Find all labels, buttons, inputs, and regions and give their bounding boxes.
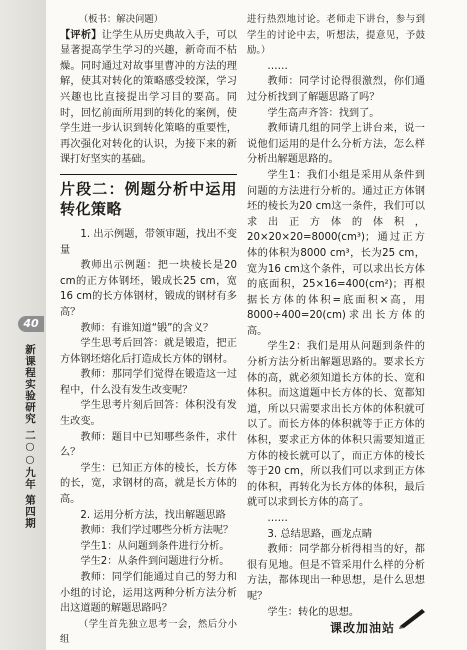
journal-title: 新课程实验研究 二○○九年 第四期 — [24, 344, 36, 529]
paragraph: 教师请几组的同学上讲台来，说一说他们运用的是什么分析方法，怎么样分析出解题思路的。 — [247, 123, 425, 166]
page-number: 40 — [18, 316, 44, 332]
commentary-text: 让学生从历史典故入手，可以显著提高学生学习的兴趣，新奇而不枯燥。同时通过对故事里曹冲的方法的理解，使其对转化的策略感受较深，学习兴趣也比直接提出学习目的要高。同时，回忆前面所用到的转化的案例，使学生进一步认识到转化策略的重要性，再次强化对转化的认识，为接下来的新课打好坚实的基础。 — [60, 29, 237, 166]
paragraph: 教师：同学讨论得很激烈，你们通过分析找到了解题思路了吗？ — [247, 76, 425, 103]
paragraph: 教师：那同学们觉得在锻造这一过程中，什么没有发生改变呢？ — [60, 369, 237, 396]
footer-label: 课改加油站 — [330, 621, 396, 635]
paragraph: 3. 总结思路，画龙点睛 — [267, 528, 373, 540]
paragraph: 教师：同学都分析得相当的好，都很有见地。但是不管采用什么样的分析方法，都体现出一种思想，是什么思想呢？ — [247, 544, 425, 602]
paragraph: 1. 出示例题，带领审题，找出不变量 — [60, 228, 237, 256]
ellipsis: …… — [267, 60, 288, 72]
paragraph: 学生高声齐答：找到了。 — [267, 107, 380, 119]
paragraph: 教师：我们学过哪些分析方法呢？ — [80, 525, 234, 537]
commentary-tag: 【评析】 — [60, 29, 102, 41]
paragraph: 学生思考片刻后回答：体积没有发生改变。 — [60, 400, 237, 428]
paragraph: 学生思考后回答：就是锻造，把正方体钢坯熔化后打造成长方体的钢材。 — [60, 338, 237, 365]
paragraph: 学生2：我们是用从问题到条件的分析方法分析出解题思路的。要求长方体的高，就必须知道长方体的长、宽和体积。而这道题中长方体的长、宽都知道，所以只需要求出长方体的体积就可以了。而长方体的体积就等于正方体的体积，要求正方体的体积只需要知道正方体的棱长就可以了，而正方体的棱长等于20 cm，所以我们可以求到正方体的体积，再转化为长方体的体积，最后就可以求到长方体的高了。 — [247, 341, 425, 509]
paragraph: 教师：同学们能通过自己的努力和小组的讨论，运用这两种分析方法分析出这道题的解题思路吗？ — [60, 572, 237, 615]
ellipsis: …… — [267, 513, 288, 524]
board-note: （板书：解决问题） — [78, 14, 164, 25]
paragraph: 学生1：从问题到条件进行分析。 — [80, 540, 230, 552]
pen-icon — [398, 606, 428, 630]
paragraph: 2. 运用分析方法，找出解题思路 — [80, 509, 226, 521]
paragraph: 教师出示例题：把一块棱长是20 cm的正方体钢坯，锻成长25 cm，宽16 cm的长方体钢材，锻成的钢材有多高？ — [60, 260, 237, 318]
paragraph: 学生：转化的思想。 — [267, 606, 360, 618]
paragraph: 学生1：我们小组是采用从条件到问题的方法进行分析的。通过正方体钢坯的棱长为20 cm这一条件，我们可以求出正方体的体积，20×20×20=8000(cm³)；通过正方体的体积为8000 cm³，长为25 cm，宽为16 cm这个条件，可以求出长方体的底面积，25×16=400(cm²)；再根据长方体的体积=底面积×高，用8000÷400=20(cm)求出长方体的高。 — [247, 169, 425, 337]
right-column — [247, 12, 425, 620]
paragraph: 学生：已知正方体的棱长，长方体的长，宽，求钢材的高，就是长方体的高。 — [60, 462, 237, 506]
left-column — [60, 12, 237, 648]
paragraph: 进行热烈地讨论。老师走下讲台，参与到学生的讨论中去，听想法，提意见，予鼓励。） — [247, 14, 425, 57]
section-heading — [60, 174, 237, 219]
paragraph: 教师：题目中已知哪些条件，求什么？ — [60, 431, 237, 459]
heading-rule — [60, 174, 237, 175]
paragraph: 教师：有谁知道“锻”的含义？ — [80, 322, 214, 334]
commentary-paragraph — [60, 28, 237, 168]
paragraph: （学生首先独立思考一会，然后分小组 — [60, 618, 237, 646]
paragraph: 学生2：从条件到问题进行分析。 — [80, 556, 230, 568]
section-title: 片段二：例题分析中运用转化策略 — [60, 179, 237, 218]
